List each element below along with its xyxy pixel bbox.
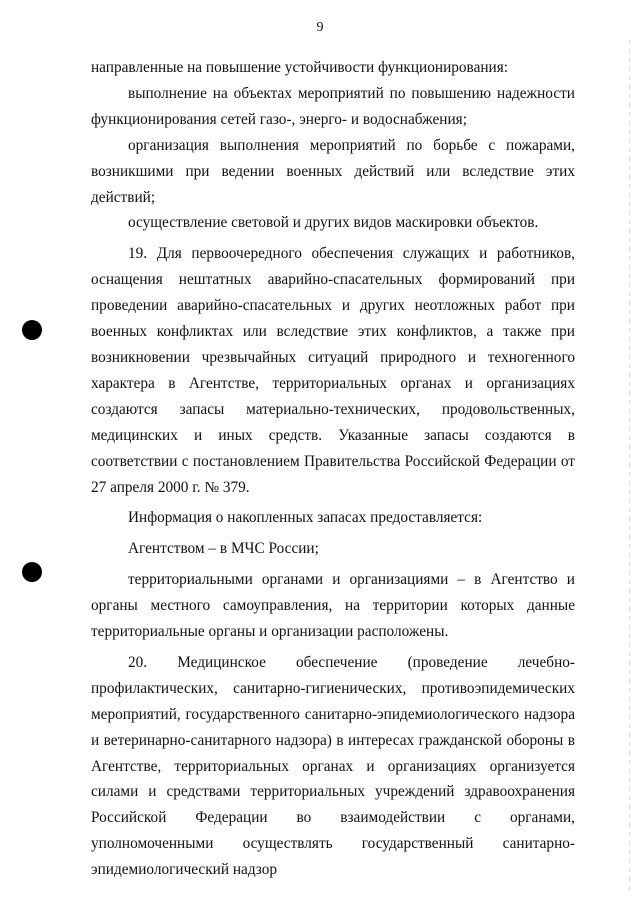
- section-19: 19. Для первоочередного обеспечения служащих и работников, оснащения нештатных аварийно-спасательных формирований при проведении аварийно-спасательных и других неотложных работ при военных конфликтах или вследствие этих конфликтов, а также при возникновении чрезвычайных ситуаций природного и техногенного характера в Агентстве, территориальных органах и организациях создаются запасы материально-технических, продовольственных, медицинских и иных средств. Указанные запасы создаются в соответствии с постановлением Правительства Российской Федерации от 27 апреля 2000 г. № 379.: [91, 245, 575, 496]
- list-item-fire-fighting: организация выполнения мероприятий по борьбе с пожарами, возникшими при ведении военных действий или вследствие этих действий;: [91, 136, 575, 206]
- paragraph-intro: направленные на повышение устойчивости функционирования:: [91, 59, 509, 76]
- info-territorial: территориальными органами и организациями – в Агентство и органы местного самоуправления, на территории которых данные территориальные органы и организации расположены.: [91, 571, 575, 641]
- info-agency: Агентством – в МЧС России;: [128, 540, 319, 558]
- info-reserves: Информация о накопленных запасах предоставляется:: [128, 509, 483, 527]
- section-20: 20. Медицинское обеспечение (проведение лечебно-профилактических, санитарно-гигиенических, противоэпидемических мероприятий, государственного санитарно-эпидемиологического надзора и ветеринарно-санитарного надзора) в интересах гражданской обороны в Агентстве, территориальных органах и организациях организуется силами и средствами территориальных учреждений здравоохранения Российской Федерации во взаимодействии с органами, уполномоченными осуществлять государственный санитарно-эпидемиологический надзор: [91, 653, 575, 879]
- page-number: 9: [316, 20, 324, 35]
- list-item-reliability: выполнение на объектах мероприятий по повышению надежности функционирования сетей газо-, энерго- и водоснабжения;: [91, 84, 575, 128]
- punch-hole-mark: [22, 320, 42, 340]
- list-item-camouflage: осуществление световой и других видов маскировки объектов.: [128, 214, 539, 232]
- scan-edge-line: [629, 40, 630, 890]
- document-body: [91, 55, 575, 883]
- punch-hole-mark: [22, 562, 42, 582]
